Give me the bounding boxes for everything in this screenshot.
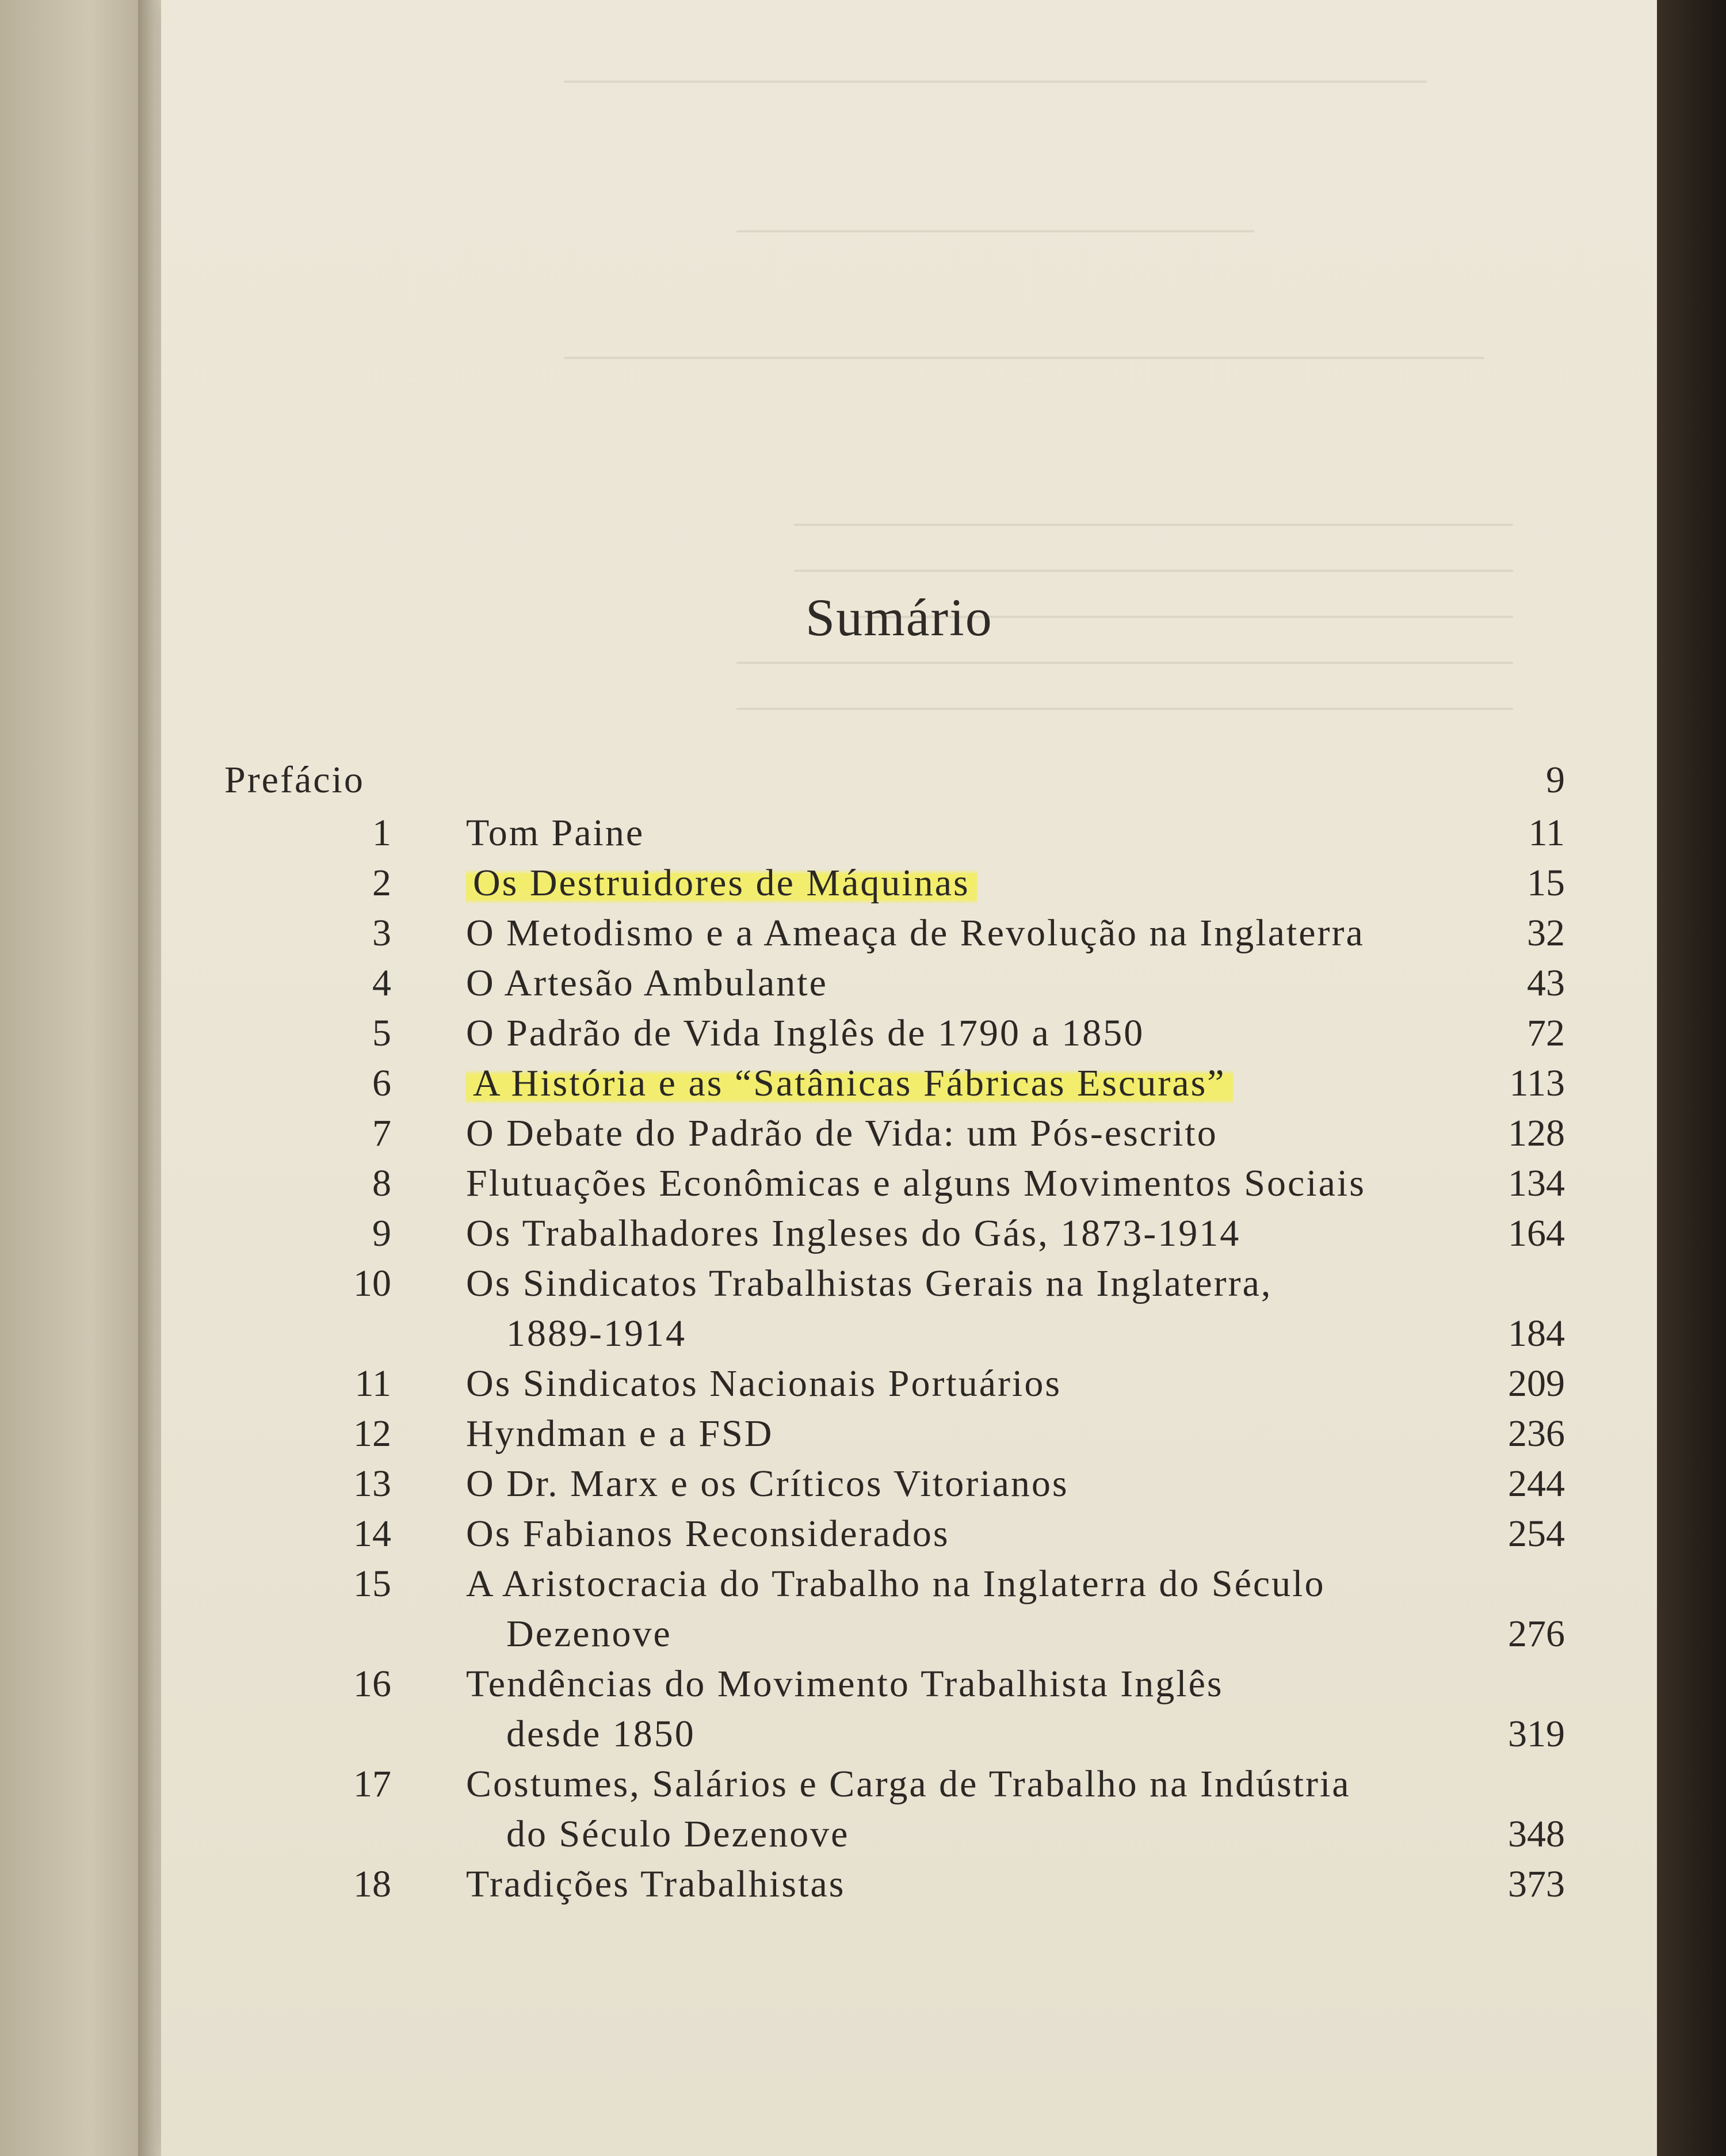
toc-row (161, 1662, 1657, 1714)
toc-row (161, 811, 1657, 863)
highlighter-mark: Os Destruidores de Máquinas (466, 862, 977, 904)
toc-entry-title: Tom Paine (466, 812, 645, 854)
toc-row (161, 1062, 1657, 1113)
toc-row-continuation (161, 1812, 1657, 1864)
chapter-number: 7 (372, 1112, 391, 1154)
toc-entry-title: O Debate do Padrão de Vida: um Pós-escrito (466, 1112, 1218, 1154)
chapter-number: 14 (353, 1513, 391, 1555)
book-page (161, 0, 1657, 2156)
chapter-number: 18 (353, 1863, 391, 1905)
toc-entry-title: Os Sindicatos Nacionais Portuários (466, 1363, 1062, 1405)
toc-entry-title-continuation: Dezenove (506, 1613, 672, 1655)
toc-page-number: 9 (1546, 759, 1565, 801)
chapter-number: 11 (354, 1363, 391, 1405)
toc-entry-title: Hyndman e a FSD (466, 1413, 774, 1455)
toc-page-number: 276 (1508, 1613, 1565, 1655)
toc-row (161, 1462, 1657, 1514)
toc-page-number: 244 (1508, 1463, 1565, 1505)
chapter-number: 15 (353, 1563, 391, 1605)
toc-row (161, 1212, 1657, 1264)
toc-page-number: 72 (1527, 1012, 1565, 1054)
toc-row (161, 1362, 1657, 1414)
toc-page-number: 164 (1508, 1212, 1565, 1254)
chapter-number: 2 (372, 862, 391, 904)
toc-row (161, 1762, 1657, 1814)
toc-page-number: 348 (1508, 1813, 1565, 1855)
toc-row (161, 1162, 1657, 1214)
toc-entry-title-highlighted (466, 861, 977, 905)
show-through-line (564, 81, 1427, 83)
toc-page-number: 128 (1508, 1112, 1565, 1154)
toc-row (161, 861, 1657, 913)
toc-row (161, 1512, 1657, 1564)
toc-page-number: 15 (1527, 862, 1565, 904)
toc-page-number: 32 (1527, 912, 1565, 954)
chapter-number: 16 (353, 1663, 391, 1705)
toc-row (161, 758, 1657, 810)
toc-entry-title: O Artesão Ambulante (466, 962, 828, 1004)
toc-entry-title: Os Fabianos Reconsiderados (466, 1513, 950, 1555)
toc-row (161, 1112, 1657, 1163)
toc-row-continuation (161, 1312, 1657, 1364)
show-through-line (736, 662, 1513, 664)
toc-row-continuation (161, 1712, 1657, 1764)
toc-entry-title: O Padrão de Vida Inglês de 1790 a 1850 (466, 1012, 1145, 1054)
toc-page-number: 134 (1508, 1162, 1565, 1204)
background-surface (1657, 0, 1726, 2156)
toc-page-number: 319 (1508, 1713, 1565, 1755)
toc-entry-title: Os Sindicatos Trabalhistas Gerais na Inglaterra, (466, 1262, 1273, 1304)
toc-entry-title: Tendências do Movimento Trabalhista Inglês (466, 1663, 1224, 1705)
chapter-number: 6 (372, 1062, 391, 1104)
chapter-number: 8 (372, 1162, 391, 1204)
toc-page-number: 11 (1528, 812, 1565, 854)
chapter-number: 3 (372, 912, 391, 954)
toc-page-number: 113 (1509, 1062, 1565, 1104)
toc-page-number: 184 (1508, 1312, 1565, 1354)
show-through-line (736, 708, 1513, 710)
toc-row (161, 1012, 1657, 1063)
toc-page-number: 43 (1527, 962, 1565, 1004)
show-through-line (794, 570, 1513, 572)
chapter-number: 9 (372, 1212, 391, 1254)
toc-row (161, 1262, 1657, 1314)
toc-entry-title: O Dr. Marx e os Críticos Vitorianos (466, 1463, 1069, 1505)
left-page-edge (0, 0, 150, 2156)
toc-row-continuation (161, 1612, 1657, 1664)
chapter-number: 12 (353, 1413, 391, 1455)
show-through-line (564, 357, 1484, 359)
toc-entry-title: Costumes, Salários e Carga de Trabalho na Indústria (466, 1763, 1351, 1805)
toc-row (161, 1863, 1657, 1914)
chapter-number: 17 (353, 1763, 391, 1805)
chapter-number: 13 (353, 1463, 391, 1505)
toc-row (161, 1562, 1657, 1614)
toc-entry-title-continuation: do Século Dezenove (506, 1813, 850, 1855)
toc-entry-title: Os Trabalhadores Ingleses do Gás, 1873-1914 (466, 1212, 1241, 1254)
show-through-line (736, 230, 1254, 232)
toc-entry-title: Flutuações Econômicas e alguns Movimentos Sociais (466, 1162, 1366, 1204)
show-through-line (794, 524, 1513, 526)
toc-entry-title-continuation: desde 1850 (506, 1713, 696, 1755)
chapter-number: 10 (353, 1262, 391, 1304)
toc-entry-title: Tradições Trabalhistas (466, 1863, 846, 1905)
toc-entry-title: O Metodismo e a Ameaça de Revolução na Inglaterra (466, 912, 1365, 954)
toc-page-number: 254 (1508, 1513, 1565, 1555)
toc-page-number: 373 (1508, 1863, 1565, 1905)
toc-row (161, 961, 1657, 1013)
toc-entry-title-highlighted (466, 1062, 1233, 1105)
toc-row (161, 1412, 1657, 1464)
toc-entry-title: A Aristocracia do Trabalho na Inglaterra do Século (466, 1563, 1326, 1605)
page-title: Sumário (805, 588, 993, 647)
toc-page-number: 236 (1508, 1413, 1565, 1455)
toc-entry-title-continuation: 1889-1914 (506, 1312, 686, 1354)
chapter-number: 5 (372, 1012, 391, 1054)
toc-entry-title: Prefácio (224, 759, 365, 801)
toc-page-number: 209 (1508, 1363, 1565, 1405)
highlighter-mark: A História e as “Satânicas Fábricas Escuras” (466, 1062, 1233, 1104)
chapter-number: 1 (372, 812, 391, 854)
toc-row (161, 911, 1657, 963)
chapter-number: 4 (372, 962, 391, 1004)
